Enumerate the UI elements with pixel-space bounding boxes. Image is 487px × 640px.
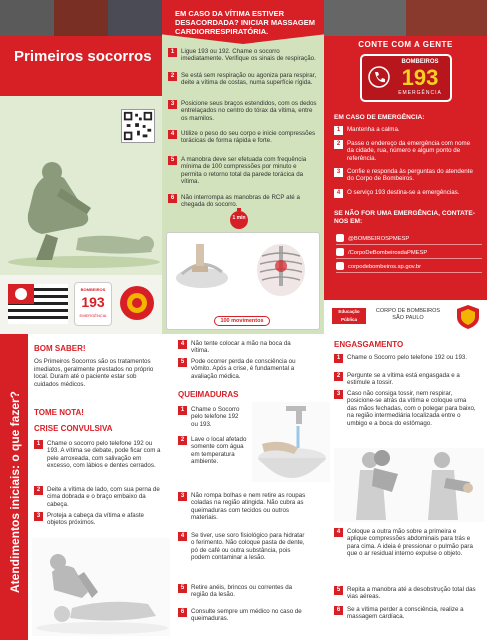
cpr-step — [168, 48, 320, 63]
step-number: 3 — [168, 100, 177, 109]
step-text: Repita a manobra até a desobstrução total das vias aéreas. — [347, 586, 476, 601]
step-text: Se tiver, use soro fisiológico para hidratar o ferimento. Não coloque pasta de dente, pó de café ou outra substância, pois podem contaminar a lesão. — [191, 532, 305, 562]
globe-icon — [336, 262, 344, 270]
step-text: Passe o endereço da emergência com nome da cidade, rua, número e algum ponto de referência. — [347, 140, 471, 162]
queimaduras-step — [178, 532, 312, 562]
step-text: Não rompa bolhas e nem retire as roupas coladas na região atingida. Não cubra as queimaduras com tecidos ou outros materiais. — [191, 492, 306, 522]
step-text: Coloque a outra mão sobre a primeira e aplique compressões abdominais para trás e para cima. A ideia é pressionar o pulmão para que o ar residual interno expulse o objeto. — [347, 528, 473, 558]
social-label: @BOMBEIROSPMESP — [348, 236, 410, 242]
step-text: Se está sem respiração ou agoniza para respirar, deite a vítima de costas, numa superfície rígida. — [181, 72, 317, 87]
social-facebook[interactable] — [336, 248, 482, 259]
step-number: 2 — [178, 436, 187, 445]
education-seal: Educação Pública — [332, 308, 366, 324]
step-text: Deite a vítima de lado, com sua perna de cima dobrada e o braço embaixo da cabeça. — [47, 486, 160, 508]
step-text: Consulte sempre um médico no caso de queimaduras. — [191, 608, 302, 623]
step-text: O serviço 193 destina-se a emergências. — [347, 189, 460, 196]
cpr-step — [168, 194, 320, 209]
contact-panel — [324, 0, 487, 334]
facebook-icon — [336, 248, 344, 256]
cpr-step — [168, 156, 320, 186]
step-number: 4 — [334, 189, 343, 198]
badge-top-text: BOMBEIROS — [80, 287, 106, 292]
step-number: 2 — [168, 72, 177, 81]
step-number: 6 — [178, 608, 187, 617]
social-label: /CorpoDeBombeirosdaPMESP — [348, 250, 428, 256]
logo-number: 193 — [401, 65, 439, 90]
conte-com-a-gente: CONTE COM A GENTE — [358, 40, 453, 49]
cpr-step — [168, 130, 320, 145]
sink-washing-illustration — [252, 402, 330, 482]
engasgamento-step — [334, 372, 480, 387]
step-text: Pode ocorrer perda de consciência ou vômito. Após a crise, é fundamental a avaliação médica. — [191, 358, 296, 380]
emergency-heading: EM CASO DE EMERGÊNCIA: — [334, 114, 425, 121]
badge-number: 193 — [81, 294, 105, 310]
step-number: 6 — [168, 194, 177, 203]
engasgamento-heading: ENGASGAMENTO — [334, 340, 404, 349]
engasgamento-step — [334, 354, 480, 363]
tome-nota-heading: TOME NOTA! — [34, 408, 84, 417]
step-number: 4 — [178, 340, 187, 349]
engasgamento-step — [334, 528, 480, 558]
qr-code-icon[interactable] — [121, 109, 155, 143]
step-number: 5 — [334, 586, 343, 595]
engasgamento-step — [334, 586, 480, 601]
step-number: 3 — [34, 512, 43, 521]
step-text: Chame o socorro pelo telefone 192 ou 193. A vítima se debate, pode ficar com a pele arroxeada, com salivação em excesso, com lábios e dentes cerrados. — [47, 440, 161, 470]
step-number: 5 — [168, 156, 177, 165]
step-number: 6 — [334, 606, 343, 615]
step-number: 1 — [168, 48, 177, 57]
step-text: Caso não consiga tossir, nem respirar, posicione-se atrás da vítima e coloque uma das mãos fechadas, com o polegar para baixo, na região intermediária localizada entre o umbigo e a boca do estômago. — [347, 390, 476, 427]
step-number: 3 — [178, 492, 187, 501]
queimaduras-step — [178, 584, 312, 599]
chest-compression-illustration — [172, 238, 234, 294]
bombeiros-193-logo — [360, 54, 452, 102]
step-number: 4 — [178, 532, 187, 541]
photo-banner — [0, 0, 162, 36]
step-text: Proteja a cabeça da vítima e afaste objetos próximos. — [47, 512, 144, 527]
social-label: corpodebombeiros.sp.gov.br — [348, 264, 422, 270]
step-number: 4 — [168, 130, 177, 139]
step-text: Se a vítima perder a consciência, realize a massagem cardíaca. — [347, 606, 464, 621]
step-number: 4 — [334, 528, 343, 537]
convulsiva-step — [178, 340, 312, 355]
logo-top-text: BOMBEIROS — [401, 59, 439, 65]
step-text: Ligue 193 ou 192. Chame o socorro imediatamente. Verifique os sinais de respiração. — [181, 48, 316, 63]
logo-bottom-text: EMERGÊNCIA — [398, 90, 442, 96]
step-text: Chame o Socorro pelo telefone 192 ou 193. — [191, 406, 240, 428]
queimaduras-heading: QUEIMADURAS — [178, 390, 239, 399]
step-text: A manobra deve ser efetuada com frequência mínima de 100 compressões por minuto e permita o retorno total da parede torácica da vítima. — [181, 156, 307, 186]
step-number: 5 — [178, 584, 187, 593]
queimaduras-step — [178, 406, 250, 428]
twitter-icon — [336, 234, 344, 242]
step-text: Pergunte se a vítima está engasgada e a estimule a tossir. — [347, 372, 460, 387]
bombeiros-193-badge — [74, 282, 112, 326]
photo-rescue-1 — [0, 0, 54, 36]
photo-rescue-3 — [108, 0, 162, 36]
institution-footer — [324, 300, 487, 334]
phone-icon — [368, 66, 390, 88]
step-number: 2 — [34, 486, 43, 495]
emergency-step — [334, 126, 480, 135]
step-text: Não tente colocar a mão na boca da vítima. — [191, 340, 291, 355]
step-text: Lave o local afetado somente com água em temperatura ambiente. — [191, 436, 247, 466]
step-text: Mantenha a calma. — [347, 126, 400, 133]
queimaduras-step — [178, 436, 250, 466]
step-number: 1 — [334, 126, 343, 135]
page-title: Primeiros socorros — [14, 48, 152, 65]
photo-fire-truck — [324, 0, 406, 36]
social-twitter[interactable] — [336, 234, 482, 245]
cpr-illustration — [6, 150, 161, 270]
queimaduras-step — [178, 608, 312, 623]
convulsiva-step — [178, 358, 312, 380]
step-text: Confie e responda às perguntas do atendente do Corpo de Bombeiros. — [347, 168, 473, 183]
step-text: Retire anéis, brincos ou correntes da região da lesão. — [191, 584, 293, 599]
step-number: 3 — [334, 390, 343, 399]
non-emergency-heading: SE NÃO FOR UMA EMERGÊNCIA, CONTATE-NOS EM: — [334, 210, 475, 225]
queimaduras-step — [178, 492, 312, 522]
engasgamento-step — [334, 606, 480, 621]
convulsiva-step — [34, 486, 168, 508]
fire-dept-emblem-icon — [118, 282, 156, 324]
step-number: 1 — [334, 354, 343, 363]
timer-label: 1 min — [232, 215, 246, 221]
step-text: Posicione seus braços estendidos, com os dedos entrelaçados no centro do tórax da vítima, entre os mamilos. — [181, 100, 317, 122]
badge-bottom-text: EMERGÊNCIA — [79, 313, 107, 318]
step-number: 2 — [334, 140, 343, 149]
crise-convulsiva-heading: CRISE CONVULSIVA — [34, 424, 113, 433]
emergency-step — [334, 140, 480, 162]
org-name: CORPO DE BOMBEIROS SÃO PAULO — [375, 308, 441, 321]
cpr-step — [168, 100, 320, 122]
convulsiva-step — [34, 440, 168, 470]
convulsiva-step — [34, 512, 168, 527]
heimlich-maneuver-illustration — [334, 448, 484, 522]
photo-rescue-2 — [54, 0, 108, 36]
compression-rate-label: 100 movimentos — [214, 316, 270, 326]
sao-paulo-flag-icon — [8, 284, 68, 324]
right-photo-banner — [324, 0, 487, 36]
sidebar-title: Atendimentos iniciais: o que fazer? — [8, 390, 22, 594]
recovery-position-illustration — [32, 538, 170, 636]
police-shield-icon — [454, 303, 482, 331]
emergency-step — [334, 189, 480, 198]
step-number: 2 — [334, 372, 343, 381]
cpr-step — [168, 72, 320, 87]
cpr-heading: EM CASO DA VÍTIMA ESTIVER DESACORDADA? INICIAR MASSAGEM CARDIORRESPIRATÓRIA. — [175, 9, 316, 36]
engasgamento-step — [334, 390, 480, 427]
step-number: 1 — [34, 440, 43, 449]
title-band — [0, 36, 162, 96]
step-number: 3 — [334, 168, 343, 177]
emergency-step — [334, 168, 480, 183]
bom-saber-text: Os Primeiros Socorros são os tratamentos imediatos, geralmente prestados no próprio local. Duram até o paciente estar sob cuidados médicos. — [34, 358, 154, 388]
bom-saber-heading: BOM SABER! — [34, 344, 86, 353]
photo-ambulance — [406, 0, 487, 36]
step-number: 5 — [178, 358, 187, 367]
step-text: Utilize o peso do seu corpo e inicie compressões torácicas de forma rápida e forte. — [181, 130, 316, 145]
ribcage-illustration — [248, 240, 314, 298]
step-text: Chame o Socorro pelo telefone 192 ou 193. — [347, 354, 468, 361]
social-website[interactable] — [336, 262, 482, 273]
step-text: Não interrompa as manobras de RCP até a chegada do socorro. — [181, 194, 300, 209]
step-number: 1 — [178, 406, 187, 415]
